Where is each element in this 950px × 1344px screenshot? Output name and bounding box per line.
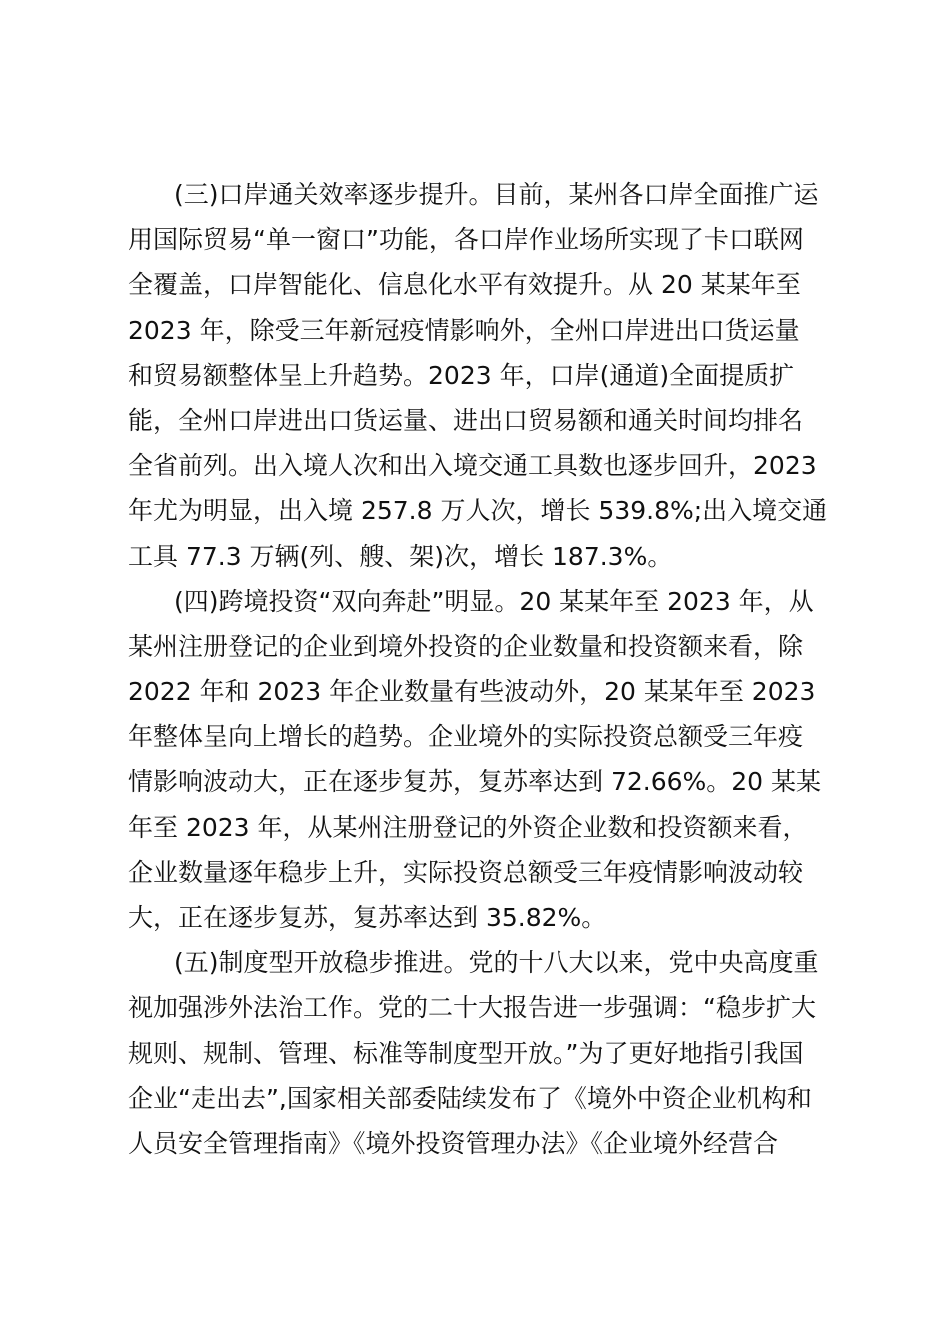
text-line: 大，正在逐步复苏，复苏率达到 35.82%。 bbox=[128, 903, 607, 932]
text-line: 能，全州口岸进出口货运量、进出口贸易额和通关时间均排名 bbox=[128, 405, 804, 435]
text-line: (四)跨境投资“双向奔赴”明显。20 某某年至 2023 年，从 bbox=[174, 586, 814, 616]
text-line: 人员安全管理指南》《境外投资管理办法》《企业境外经营合 bbox=[128, 1128, 779, 1158]
text-line: 企业数量逐年稳步上升，实际投资总额受三年疫情影响波动较 bbox=[128, 857, 804, 887]
document-body bbox=[128, 172, 832, 1166]
text-line: 某州注册登记的企业到境外投资的企业数量和投资额来看，除 bbox=[128, 631, 804, 661]
text-line: 年整体呈向上增长的趋势。企业境外的实际投资总额受三年疫 bbox=[128, 722, 804, 752]
text-line: 年尤为明显，出入境 257.8 万人次，增长 539.8%;出入境交通 bbox=[128, 496, 828, 526]
text-line: 视加强涉外法治工作。党的二十大报告进一步强调：“稳步扩大 bbox=[128, 993, 816, 1023]
text-line: 用国际贸易“单一窗口”功能，各口岸作业场所实现了卡口联网 bbox=[128, 225, 804, 255]
text-line: 2022 年和 2023 年企业数量有些波动外，20 某某年至 2023 bbox=[128, 677, 816, 707]
text-line: 全省前列。出入境人次和出入境交通工具数也逐步回升，2023 bbox=[128, 451, 817, 481]
text-line: 2023 年，除受三年新冠疫情影响外，全州口岸进出口货运量 bbox=[128, 315, 800, 345]
text-line: 情影响波动大，正在逐步复苏，复苏率达到 72.66%。20 某某 bbox=[128, 767, 822, 797]
text-line: 和贸易额整体呈上升趋势。2023 年，口岸(通道)全面提质扩 bbox=[128, 360, 795, 390]
paragraph-port-clearance bbox=[128, 172, 832, 579]
text-line: 企业“走出去”,国家相关部委陆续发布了《境外中资企业机构和 bbox=[128, 1083, 812, 1113]
text-line: 规则、规制、管理、标准等制度型开放。”为了更好地指引我国 bbox=[128, 1038, 804, 1068]
paragraph-institutional-opening bbox=[128, 940, 832, 1166]
text-line: 年至 2023 年，从某州注册登记的外资企业数和投资额来看， bbox=[128, 812, 808, 842]
text-line: (五)制度型开放稳步推进。党的十八大以来，党中央高度重 bbox=[174, 948, 819, 978]
text-line: 工具 77.3 万辆(列、艘、架)次，增长 187.3%。 bbox=[128, 541, 673, 571]
text-line: 全覆盖，口岸智能化、信息化水平有效提升。从 20 某某年至 bbox=[128, 270, 801, 300]
text-line: (三)口岸通关效率逐步提升。目前，某州各口岸全面推广运 bbox=[174, 180, 819, 209]
paragraph-cross-border-investment bbox=[128, 579, 832, 941]
